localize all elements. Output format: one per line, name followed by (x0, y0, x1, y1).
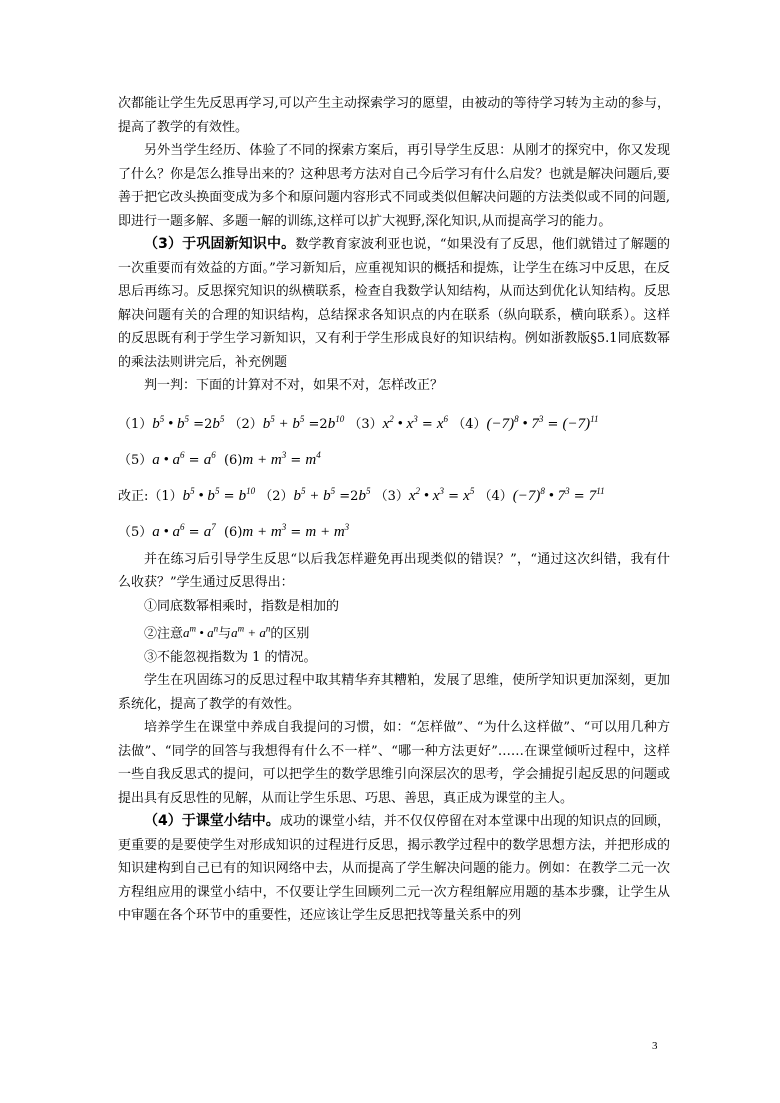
section-heading-4: （4）于课堂小结中。 (144, 813, 280, 830)
correction-row-1: 改正$:(1)b^5$ • $b^5 = b^{10}$ $(2)b^5 + b^5 =2b^5$ $(3)x^2$ • $x^3 = x^5$ $(4)(-7)^8$ • $7^3 = 7^{11}$ (118, 485, 605, 504)
reflection-1: ①同底数幂相乘时，指数是相加的 (144, 598, 340, 614)
correction-row-2: （5）a • $a^6 = a^7$ $(6)m + m^3 = m + m^3$ (118, 521, 350, 540)
exercise-row-2: （5）a • $a^6 = a^6$ $(6)m + m^3 = m^4$ (118, 449, 321, 468)
paragraph-7: 培养学生在课堂中养成自我提问的习惯，如：“怎样做”、“为什么这样做”、“可以用几种方法做”、“同学的回答与我想得有什么不一样”、“哪一种方法更好”……在课堂倾听过程中，这样一些自我反思式的提问，可以把学生的数学思维引向深层次的思考，学会捕捉引起反思的问题或提出具有反思性的见解，从而让学生乐思、巧思、善思，真正成为课堂的主人。 (118, 720, 670, 806)
paragraph-3-text: 数学教育家波利亚也说，“如果没有了反思，他们就错过了解题的一次重要而有效益的方面。”学习新知后，应重视知识的概括和提炼，让学生在练习中反思，在反思后再练习。反思探究知识的纵横联系，检查自我数学认知结构，从而达到优化认知结构。反思解决问题有关的合理的知识结构，总结探求各知识点的内在联系（纵向联系，横向联系）。这样的反思既有利于学生学习新知识，又有利于学生形成良好的知识结构。例如浙教版§5.1同底数幂的乘法法则讲完后，补充例题 (118, 237, 670, 370)
paragraph-3 (118, 233, 670, 374)
paragraph-8 (118, 810, 670, 928)
paragraph-5: 并在练习后引导学生反思“以后我怎样避免再出现类似的错误？”，“通过这次纠错，我有什么收获？”学生通过反思得出： (118, 551, 670, 590)
paragraph-4: 判一判：下面的计算对不对，如果不对，怎样改正？ (144, 378, 444, 393)
document-page (118, 92, 670, 928)
paragraph-6: 学生在巩固练习的反思过程中取其精华弃其糟粕，发展了思维，使所学知识更加深刻，更加系统化，提高了教学的有效性。 (118, 673, 670, 712)
reflection-2: ②注意$a^m$ • $a^n$与$a^m + a^n$的区别 (144, 624, 310, 642)
reflection-3: ③不能忽视指数为 1 的情况。 (144, 649, 317, 665)
paragraph-1: 次都能让学生先反思再学习,可以产生主动探索学习的愿望，由被动的等待学习转为主动的参与，提高了教学的有效性。 (118, 96, 670, 135)
paragraph-8-text: 成功的课堂小结，并不仅仅停留在对本堂课中出现的知识点的回顾，更重要的是要使学生对形成知识的过程进行反思，揭示教学过程中的数学思想方法，并把形成的知识建构到自己已有的知识网络中去，从而提高了学生解决问题的能力。例如：在教学二元一次方程组应用的课堂小结中，不仅要让学生回顾列二元一次方程组解应用题的基本步骤，让学生从中审题在各个环节中的重要性，还应该让学生反思把找等量关系中的列 (118, 814, 670, 924)
paragraph-2: 另外当学生经历、体验了不同的探索方案后，再引导学生反思：从刚才的探究中，你又发现了什么？你是怎么推导出来的？这种思考方法对自己今后学习有什么启发？也就是解决问题后,要善于把它改头换面变成为多个和原问题内容形式不同或类似但解决问题的方法类似或不同的问题,即进行一题多解、多题一解的训练,这样可以扩大视野,深化知识,从而提高学习的能力。 (118, 143, 670, 229)
exercise-row-1: $(1)b^5$ • $b^5 =2b^5$ $(2)b^5 + b^5 =2b^{10}$ $(3)x^2$ • $x^3 = x^6$ $(4)(-7)^8$ • $7^3 = (-7)^{11}$ (118, 413, 599, 432)
page-number: 3 (652, 1040, 658, 1052)
section-heading-3: （3）于巩固新知识中。 (144, 236, 296, 252)
